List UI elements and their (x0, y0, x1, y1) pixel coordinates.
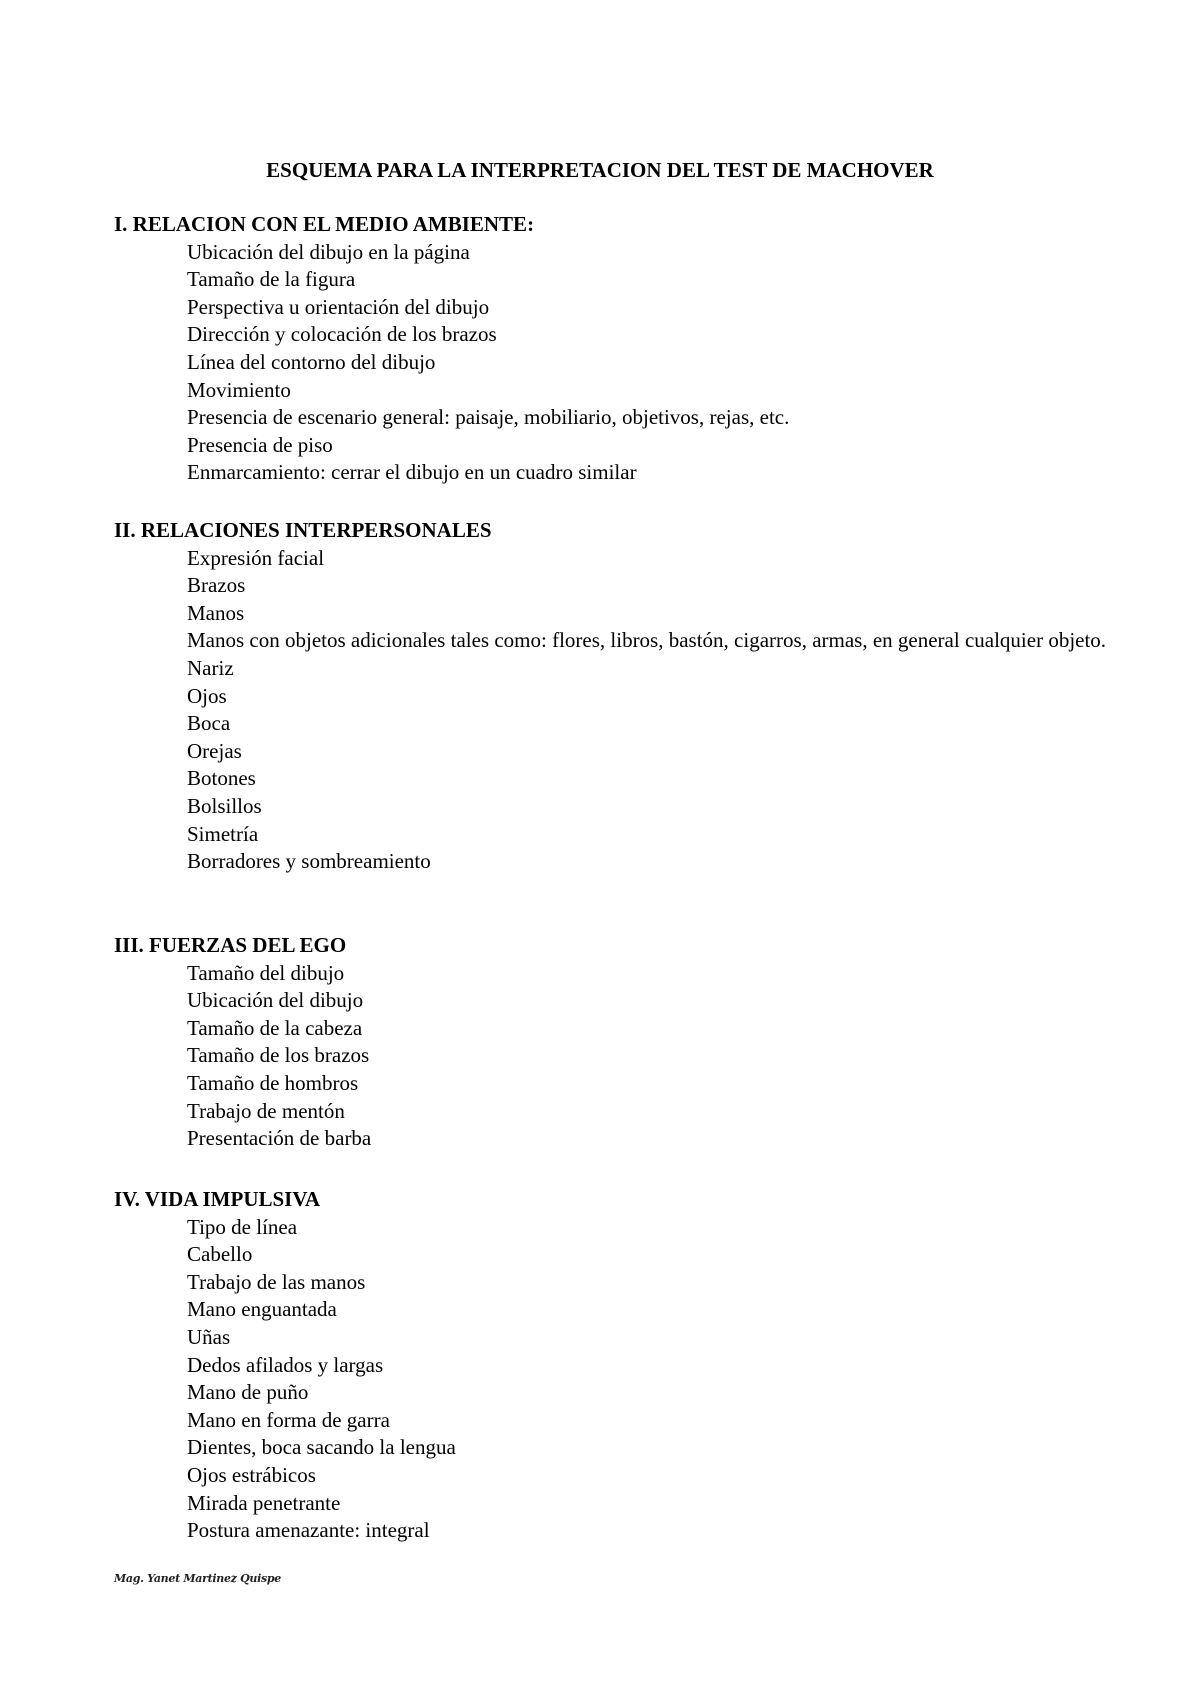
section-relaciones-interpersonales (114, 517, 1114, 876)
section-heading: II. RELACIONES INTERPERSONALES (114, 518, 492, 542)
list-item: Postura amenazante: integral (187, 1518, 430, 1543)
list-item: Tamaño del dibujo (187, 960, 345, 985)
list-item: Cabello (187, 1242, 253, 1267)
list-item: Presentación de barba (187, 1126, 372, 1151)
list-item: Uñas (187, 1324, 231, 1349)
list-item: Tipo de línea (187, 1214, 298, 1239)
list-item: Enmarcamiento: cerrar el dibujo en un cuadro similar (187, 460, 637, 485)
list-item: Dirección y colocación de los brazos (187, 322, 497, 347)
section-item-list (114, 960, 1114, 1153)
list-item: Tamaño de hombros (187, 1070, 359, 1095)
list-item: Presencia de piso (187, 432, 333, 457)
document-title: ESQUEMA PARA LA INTERPRETACION DEL TEST DE MACHOVER (266, 158, 934, 182)
section-heading: I. RELACION CON EL MEDIO AMBIENTE: (114, 212, 535, 236)
section-heading: IV. VIDA IMPULSIVA (114, 1187, 320, 1211)
footer-signature: Mag. Yanet Martinez Quispe (114, 1572, 281, 1585)
section-item-list (114, 545, 1114, 876)
section-relacion-medio-ambiente (114, 211, 1114, 487)
list-item: Mano en forma de garra (187, 1407, 390, 1432)
section-heading: III. FUERZAS DEL EGO (114, 933, 347, 957)
list-item: Perspectiva u orientación del dibujo (187, 294, 490, 319)
list-item: Manos (187, 600, 245, 625)
list-item: Dientes, boca sacando la lengua (187, 1435, 456, 1460)
list-item: Orejas (187, 738, 242, 763)
list-item: Manos con objetos adicionales tales como: flores, libros, bastón, cigarros, armas, en general cualquier objeto. (187, 628, 1107, 653)
list-item: Trabajo de mentón (187, 1098, 345, 1123)
list-item: Nariz (187, 655, 234, 680)
section-item-list (114, 1214, 1114, 1545)
list-item: Línea del contorno del dibujo (187, 349, 436, 374)
list-item: Movimiento (187, 377, 291, 402)
list-item: Presencia de escenario general: paisaje, mobiliario, objetivos, rejas, etc. (187, 405, 790, 430)
section-fuerzas-del-ego (114, 932, 1114, 1153)
list-item: Simetría (187, 821, 259, 846)
list-item: Tamaño de la figura (187, 267, 356, 292)
list-item: Expresión facial (187, 545, 325, 570)
list-item: Ojos estrábicos (187, 1462, 316, 1487)
list-item: Mano enguantada (187, 1297, 337, 1322)
list-item: Ubicación del dibujo en la página (187, 239, 470, 264)
section-vida-impulsiva (114, 1186, 1114, 1545)
list-item: Ojos (187, 683, 227, 708)
list-item: Boca (187, 711, 231, 736)
list-item: Mano de puño (187, 1380, 309, 1405)
list-item: Trabajo de las manos (187, 1269, 366, 1294)
list-item: Dedos afilados y largas (187, 1352, 384, 1377)
list-item: Mirada penetrante (187, 1490, 341, 1515)
list-item: Borradores y sombreamiento (187, 849, 431, 874)
list-item: Tamaño de la cabeza (187, 1015, 363, 1040)
list-item: Tamaño de los brazos (187, 1043, 370, 1068)
list-item: Brazos (187, 573, 246, 598)
list-item: Ubicación del dibujo (187, 988, 364, 1013)
section-item-list (114, 239, 1114, 487)
list-item: Botones (187, 766, 256, 791)
list-item: Bolsillos (187, 793, 262, 818)
